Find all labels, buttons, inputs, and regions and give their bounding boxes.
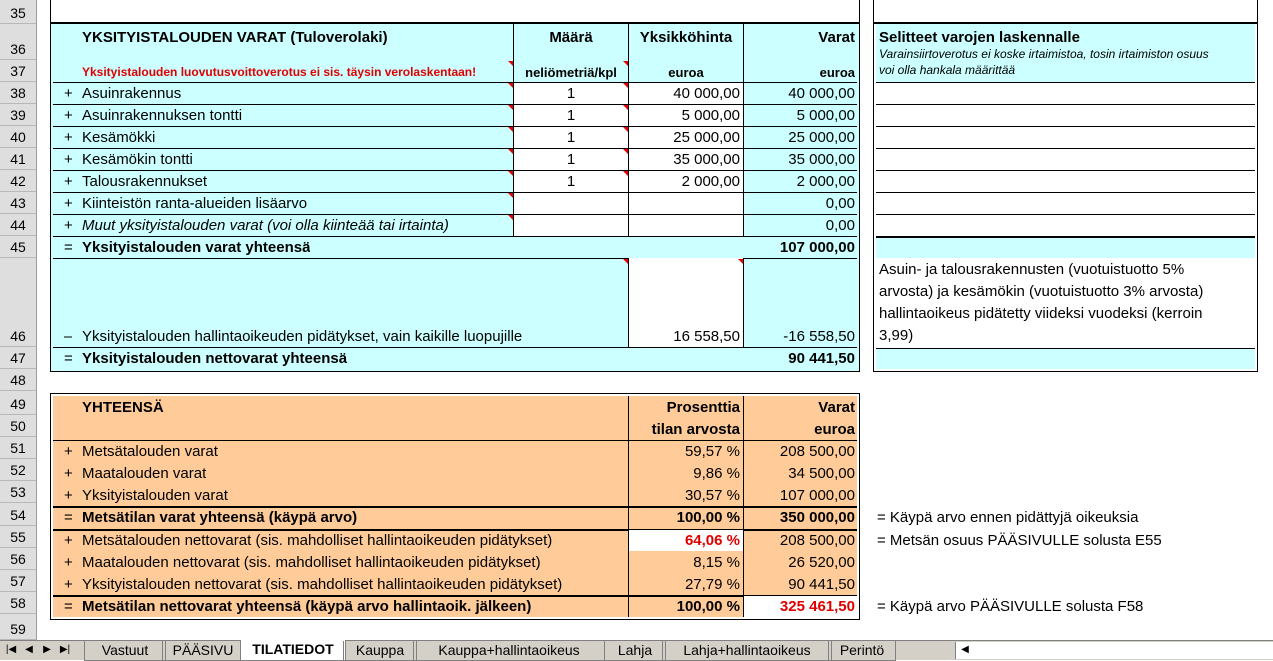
deduction-price[interactable]: 16 558,50: [673, 328, 740, 345]
totals-label: Metsätalouden varat: [82, 443, 218, 460]
comment-marker: [508, 193, 513, 198]
explanation-cell[interactable]: [876, 214, 1255, 236]
side-note-58: = Käypä arvo PÄÄSIVULLE solusta F58: [877, 598, 1144, 615]
totals-label: Maatalouden nettovarat (sis. mahdolliset hallintaoikeuden pidätykset): [82, 554, 541, 571]
totals-value[interactable]: 208 500,00: [779, 532, 855, 549]
row-header[interactable]: 53: [0, 481, 37, 503]
row-header[interactable]: 50: [0, 415, 37, 437]
asset-item-label: Kiinteistön ranta-alueiden lisäarvo: [82, 195, 308, 212]
row-header[interactable]: 45: [0, 236, 37, 258]
assets-title: YKSITYISTALOUDEN VARAT (Tuloverolaki): [82, 29, 388, 46]
col-sep: [743, 82, 744, 236]
deduction-value[interactable]: -16 558,50: [783, 328, 855, 345]
col-pct: Prosenttia: [666, 399, 740, 416]
sheet-tab[interactable]: Kauppa+hallintaoikeus: [413, 641, 605, 661]
explanation-row-47[interactable]: [876, 348, 1255, 369]
col-maara: Määrä: [549, 29, 593, 46]
assets-warning: Yksityistalouden luovutusvoittoverotus ei sis. täysin verolaskentaan!: [82, 65, 477, 79]
explanations-subtitle-2: voi olla hankala määrittää: [879, 63, 1016, 77]
row-header[interactable]: 38: [0, 82, 37, 104]
row-header[interactable]: 37: [0, 60, 37, 82]
row-header[interactable]: 36: [0, 24, 37, 60]
totals-pct[interactable]: 27,79 %: [684, 576, 740, 593]
asset-item-label: Asuinrakennus: [82, 85, 182, 102]
asset-item-label: Asuinrakennuksen tontti: [82, 107, 243, 124]
explanation-note-1: Asuin- ja talousrakennusten (vuotuistuotto 5%: [879, 261, 1185, 278]
comment-marker: [623, 83, 628, 88]
explanation-cell[interactable]: [876, 82, 1255, 104]
explanation-note-2: arvosta) ja kesämökin (vuotuistuotto 3% arvosta): [879, 283, 1204, 300]
comment-marker: [623, 105, 628, 110]
sheet-tab-bar: [0, 640, 1273, 660]
explanation-cell[interactable]: [876, 192, 1255, 214]
comment-marker: [623, 127, 628, 132]
comment-marker: [508, 171, 513, 176]
item-sign: +: [64, 173, 73, 190]
asset-item-label: Talousrakennukset: [82, 173, 208, 190]
row-header[interactable]: 49: [0, 391, 37, 415]
totals-pct[interactable]: 8,15 %: [693, 554, 740, 571]
totals-value[interactable]: 208 500,00: [779, 443, 855, 460]
sheet-tab[interactable]: Kauppa: [343, 641, 417, 661]
deduction-label: Yksityistalouden hallintaoikeuden pidätykset, vain kaikille luopujille: [82, 328, 523, 345]
comment-marker: [508, 105, 513, 110]
scroll-left-icon[interactable]: ◀: [961, 644, 969, 655]
comment-marker: [508, 149, 513, 154]
item-sign: +: [64, 151, 73, 168]
explanation-cell[interactable]: [876, 126, 1255, 148]
assets-net-label: Yksityistalouden nettovarat yhteensä: [82, 350, 348, 367]
totals-label: Metsätilan varat yhteensä (käypä arvo): [82, 509, 358, 526]
row-header[interactable]: 39: [0, 104, 37, 126]
explanation-cell[interactable]: [876, 170, 1255, 192]
explanation-note-4: 3,99): [879, 327, 914, 344]
sheet-tab[interactable]: PÄÄSIVU: [162, 641, 244, 661]
row-header[interactable]: 58: [0, 592, 37, 614]
totals-sign: +: [64, 487, 73, 504]
item-sign: +: [64, 107, 73, 124]
last-sheet-button[interactable]: ▶|: [59, 644, 71, 655]
totals-pct[interactable]: 100,00 %: [676, 509, 740, 526]
totals-sign: +: [64, 465, 73, 482]
totals-sign: +: [64, 576, 73, 593]
asset-item-price[interactable]: 25 000,00: [673, 129, 740, 146]
row-header[interactable]: 35: [0, 0, 37, 24]
assets-net-value[interactable]: 90 441,50: [788, 350, 855, 367]
sheet-tab[interactable]: Lahja: [604, 641, 666, 661]
asset-item-value[interactable]: 5 000,00: [796, 107, 855, 124]
row-header[interactable]: 43: [0, 192, 37, 214]
price-cell[interactable]: [628, 214, 744, 237]
comment-marker: [508, 83, 513, 88]
totals-pct[interactable]: 9,86 %: [693, 465, 740, 482]
col-maara-unit: neliömetriä/kpl: [525, 65, 617, 80]
totals-sign: +: [64, 443, 73, 460]
totals-label: Metsätilan nettovarat yhteensä (käypä arvo hallintaoik. jälkeen): [82, 598, 532, 615]
totals-sign: +: [64, 554, 73, 571]
assets-top-border: [50, 0, 860, 24]
asset-item-price[interactable]: 2 000,00: [681, 173, 740, 190]
row-header[interactable]: 41: [0, 148, 37, 170]
asset-item-value[interactable]: 35 000,00: [788, 151, 855, 168]
total-sign: =: [64, 239, 73, 256]
sheet-tab[interactable]: Vastuut: [84, 641, 166, 661]
col-varat: Varat: [818, 29, 855, 46]
asset-item-value[interactable]: 0,00: [825, 217, 855, 234]
row-header[interactable]: 51: [0, 437, 37, 459]
explanations-title: Selitteet varojen laskennalle: [879, 29, 1080, 46]
totals-label: Metsätalouden nettovarat (sis. mahdolliset hallintaoikeuden pidätykset): [82, 532, 553, 549]
col-pct-unit: tilan arvosta: [651, 421, 740, 438]
totals-pct[interactable]: 30,57 %: [684, 487, 740, 504]
comment-marker: [738, 259, 743, 264]
first-sheet-button[interactable]: |◀: [5, 644, 17, 655]
sheet-tab[interactable]: Lahja+hallintaoikeus: [662, 641, 832, 661]
asset-item-value[interactable]: 2 000,00: [796, 173, 855, 190]
totals-value[interactable]: 34 500,00: [788, 465, 855, 482]
asset-item-price[interactable]: 35 000,00: [673, 151, 740, 168]
totals-pct[interactable]: 59,57 %: [684, 443, 740, 460]
comment-marker: [508, 127, 513, 132]
totals-sign: =: [64, 509, 73, 526]
assets-total-value[interactable]: 107 000,00: [779, 239, 855, 256]
item-sign: +: [64, 195, 73, 212]
price-cell[interactable]: [628, 192, 744, 215]
totals-value[interactable]: 350 000,00: [779, 509, 855, 526]
totals-pct[interactable]: 100,00 %: [676, 598, 740, 615]
qty-cell[interactable]: [513, 192, 629, 215]
asset-item-label: Kesämökki: [82, 129, 156, 146]
row-header[interactable]: 42: [0, 170, 37, 192]
totals-value[interactable]: 90 441,50: [788, 576, 855, 593]
side-note-55: = Metsän osuus PÄÄSIVULLE solusta E55: [877, 532, 1162, 549]
asset-item-qty[interactable]: 1: [566, 151, 576, 168]
totals-value[interactable]: 325 461,50: [779, 598, 855, 615]
asset-item-label: Muut yksityistalouden varat (voi olla kiinteää tai irtainta): [82, 217, 449, 234]
row-header[interactable]: 40: [0, 126, 37, 148]
col-varat-totals-unit: euroa: [814, 421, 855, 438]
asset-item-price[interactable]: 5 000,00: [681, 107, 740, 124]
row-header[interactable]: 46: [0, 258, 37, 347]
col-yksikko: Yksikköhinta: [639, 29, 733, 46]
asset-item-qty[interactable]: 1: [566, 107, 576, 124]
totals-label: Maatalouden varat: [82, 465, 207, 482]
comment-marker: [623, 61, 628, 66]
row-header[interactable]: 56: [0, 548, 37, 570]
row-header[interactable]: 47: [0, 347, 37, 369]
asset-item-qty[interactable]: 1: [566, 129, 576, 146]
asset-item-label: Kesämökin tontti: [82, 151, 193, 168]
totals-value[interactable]: 26 520,00: [788, 554, 855, 571]
row-header[interactable]: 44: [0, 214, 37, 236]
prev-sheet-button[interactable]: ◀: [25, 644, 33, 655]
col-varat-unit: euroa: [819, 65, 855, 80]
deduction-sign: –: [64, 328, 73, 345]
item-sign: +: [64, 217, 73, 234]
explanation-note-3: hallintaoikeus pidätetty viideksi vuodeksi (kerroin: [879, 305, 1203, 322]
assets-total-label: Yksityistalouden varat yhteensä: [82, 239, 311, 256]
item-sign: +: [64, 129, 73, 146]
totals-label: Yksityistalouden nettovarat (sis. mahdolliset hallintaoikeuden pidätykset): [82, 576, 563, 593]
col-yksikko-unit: euroa: [668, 65, 704, 80]
asset-item-qty[interactable]: 1: [566, 173, 576, 190]
explanations-subtitle-1: Varainsiirtoverotus ei koske irtaimistoa, tosin irtaimiston osuus: [879, 47, 1209, 61]
comment-marker: [623, 171, 628, 176]
totals-value[interactable]: 107 000,00: [779, 487, 855, 504]
totals-label: Yksityistalouden varat: [82, 487, 228, 504]
totals-sign: +: [64, 532, 73, 549]
row-header[interactable]: 48: [0, 369, 37, 391]
asset-item-value[interactable]: 25 000,00: [788, 129, 855, 146]
item-sign: +: [64, 85, 73, 102]
row-header[interactable]: 57: [0, 570, 37, 592]
totals-sign: =: [64, 598, 73, 615]
horizontal-scrollbar[interactable]: [955, 642, 1273, 659]
asset-item-qty[interactable]: 1: [566, 85, 576, 102]
next-sheet-button[interactable]: ▶: [43, 644, 51, 655]
comment-marker: [508, 61, 513, 66]
comment-marker: [508, 215, 513, 220]
col-varat-totals: Varat: [818, 399, 855, 416]
row-header[interactable]: 54: [0, 503, 37, 526]
explanation-row-45[interactable]: [876, 237, 1255, 258]
row-header[interactable]: 52: [0, 459, 37, 481]
row-header[interactable]: 59: [0, 614, 37, 640]
row-header[interactable]: 55: [0, 526, 37, 548]
explanation-cell[interactable]: [876, 148, 1255, 170]
asset-item-value[interactable]: 0,00: [825, 195, 855, 212]
qty-cell[interactable]: [513, 214, 629, 237]
comment-marker: [623, 259, 628, 264]
explanation-cell[interactable]: [876, 104, 1255, 126]
totals-pct[interactable]: 64,06 %: [684, 532, 740, 549]
sheet-tab[interactable]: TILATIEDOT: [240, 640, 346, 661]
comment-marker: [623, 149, 628, 154]
asset-item-price[interactable]: 40 000,00: [673, 85, 740, 102]
side-note-54: = Käypä arvo ennen pidättyjä oikeuksia: [877, 509, 1139, 526]
totals-title: YHTEENSÄ: [82, 399, 164, 416]
net-sign: =: [64, 350, 73, 367]
sheet-tab[interactable]: Perintö: [828, 641, 896, 661]
asset-item-value[interactable]: 40 000,00: [788, 85, 855, 102]
